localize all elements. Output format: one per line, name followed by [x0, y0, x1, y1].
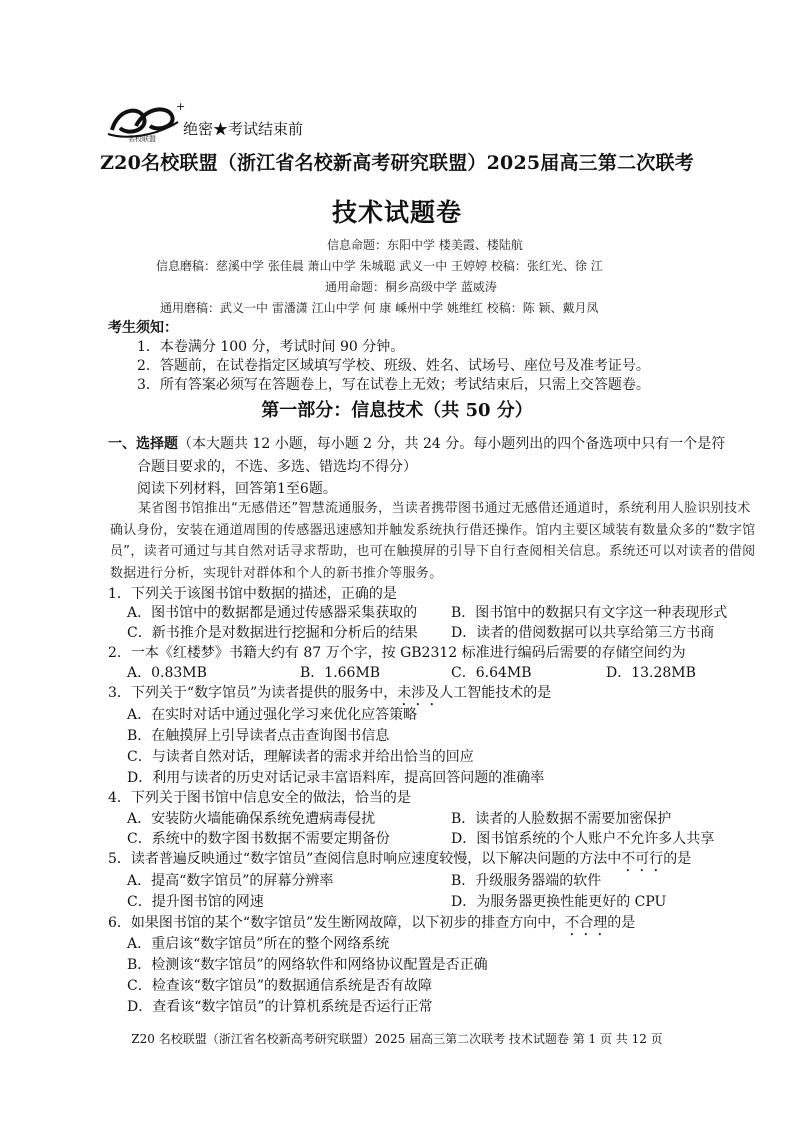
q4-option-d: D．图书馆系统的个人账户不允许多人共享: [451, 831, 715, 847]
notice-item: 1．本卷满分 100 分，考试时间 90 分钟。: [137, 339, 405, 355]
q5-stem-part-2: 的是: [663, 851, 692, 867]
q3-option-b: B．在触摸屏上引导读者点击查询图书信息: [127, 728, 390, 744]
section-title: 第一部分：信息技术（共 50 分）: [261, 400, 533, 421]
credit-line-4: 通用磨稿：武义一中 雷潘潇 江山中学 何 康 嵊州中学 姚维红 校稿：陈 颖、戴月凤: [160, 301, 599, 315]
q2-option-a: A．0.83MB: [127, 665, 207, 681]
credit-line-1: 信息命题：东阳中学 楼美霞、楼陆航: [327, 238, 523, 252]
question-2-stem: 2．一本《红楼梦》书籍大约有 87 万个字，按 GB2312 标准进行编码后需要的存储空间约为: [108, 645, 686, 661]
credit-line-2: 信息磨稿：慈溪中学 张佳晨 萧山中学 朱城聪 武义一中 王婷婷 校稿：张红光、徐 江: [156, 259, 603, 273]
q1-option-c: C．新书推介是对数据进行挖掘和分析后的结果: [127, 625, 418, 641]
q4-option-c: C．系统中的数字图书数据不需要定期备份: [127, 831, 390, 847]
q3-option-a: A．在实时对话中通过强化学习来优化应答策略: [127, 707, 418, 723]
q4-option-b: B．读者的人脸数据不需要加密保护: [451, 811, 672, 827]
q1-option-b: B．图书馆中的数据只有文字这一种表现形式: [451, 605, 728, 621]
z20-logo: [106, 100, 186, 142]
q5-option-b: B．升级服务器端的软件: [451, 873, 602, 889]
q6-option-c: C．检查该“数字馆员”的数据通信系统是否有故障: [127, 978, 433, 994]
paper-subtitle: 技术试题卷: [331, 198, 462, 227]
reading-passage: 某省图书馆推出“无感借还”智慧流通服务，当读者携带图书通过无感借还通道时，系统利用人脸识别技术确认身份，安装在通道周围的传感器迅速感知并触发系统执行借还操作。馆内主要区域装有数量众多的“数字馆员”，读者可通过与其自然对话寻求帮助，也可在触摸屏的引导下自行查阅相关信息。系统还可以对读者的借阅数据进行分析，实现针对群体和个人的新书推介等服务。: [110, 501, 756, 581]
notice-item: 2．答题前，在试卷指定区域填写学校、班级、姓名、试场号、座位号及准考证号。: [137, 358, 650, 374]
credit-line-3: 通用命题：桐乡高级中学 蓝威涛: [325, 280, 497, 294]
q6-option-b: B．检测该“数字馆员”的网络软件和网络协议配置是否正确: [127, 957, 488, 973]
secret-label: 绝密★考试结束前: [183, 120, 304, 138]
part-label: 一、选择题: [108, 436, 178, 452]
q1-option-a: A．图书馆中的数据都是通过传感器采集获取的: [127, 605, 418, 621]
q5-option-c: C．提升图书馆的网速: [127, 894, 264, 910]
q2-option-d: D．13.28MB: [606, 665, 696, 681]
q3-stem-part-1: 3．下列关于“数字馆员”为读者提供的服务中，: [108, 685, 398, 701]
q5-stem-emphasis: 不可行: [621, 851, 664, 867]
part-heading: [108, 433, 725, 453]
notice-item: 3．所有答案必须写在答题卷上，写在试卷上无效；考试结束后，只需上交答题卷。: [137, 377, 650, 393]
q3-stem-part-2: 人工智能技术的是: [439, 685, 552, 701]
q6-option-a: A．重启该“数字馆员”所在的整个网络系统: [127, 936, 390, 952]
q2-option-c: C．6.64MB: [451, 665, 532, 681]
q6-option-d: D．查看该“数字馆员”的计算机系统是否运行正常: [127, 999, 433, 1015]
notice-heading: 考生须知：: [108, 320, 178, 336]
page-footer: Z20 名校联盟（浙江省名校新高考研究联盟）2025 届高三第二次联考 技术试题卷 第 1 页 共 12 页: [131, 1032, 663, 1046]
reading-intro: 阅读下列材料，回答第1至6题。: [137, 481, 337, 497]
question-4-stem: 4．下列关于图书馆中信息安全的做法，恰当的是: [108, 790, 411, 806]
part-description: （本大题共 12 小题，每小题 2 分，共 24 分。每小题列出的四个备选项中只有一个是符: [178, 436, 726, 452]
q3-option-d: D．利用与读者的历史对话记录丰富语料库，提高回答问题的准确率: [127, 770, 545, 786]
q6-stem-emphasis: 不合理: [565, 915, 608, 931]
q2-option-b: B．1.66MB: [300, 665, 381, 681]
part-description-cont: 合题目要求的，不选、多选、错选均不得分）: [137, 459, 417, 475]
q1-option-d: D．读者的借阅数据可以共享给第三方书商: [451, 625, 715, 641]
q3-option-c: C．与读者自然对话，理解读者的需求并给出恰当的回应: [127, 749, 474, 765]
q5-option-a: A．提高“数字馆员”的屏幕分辨率: [127, 873, 334, 889]
q6-stem-part-1: 6．如果图书馆的某个“数字馆员”发生断网故障，以下初步的排查方向中，: [108, 915, 566, 931]
svg-text:名校联盟: 名校联盟: [128, 135, 156, 142]
q4-option-a: A．安装防火墙能确保系统免遭病毒侵扰: [127, 811, 376, 827]
q3-stem-emphasis: 未涉及: [397, 685, 440, 701]
exam-title: Z20名校联盟（浙江省名校新高考研究联盟）2025届高三第二次联考: [100, 152, 694, 174]
q6-stem-part-2: 的是: [607, 915, 636, 931]
q5-option-d: D．为服务器更换性能更好的 CPU: [451, 894, 667, 910]
svg-text:+: +: [176, 100, 186, 113]
question-1-stem: 1．下列关于该图书馆中数据的描述，正确的是: [108, 586, 397, 602]
q5-stem-part-1: 5．读者普遍反映通过“数字馆员”查阅信息时响应速度较慢，以下解决问题的方法中: [108, 851, 622, 867]
